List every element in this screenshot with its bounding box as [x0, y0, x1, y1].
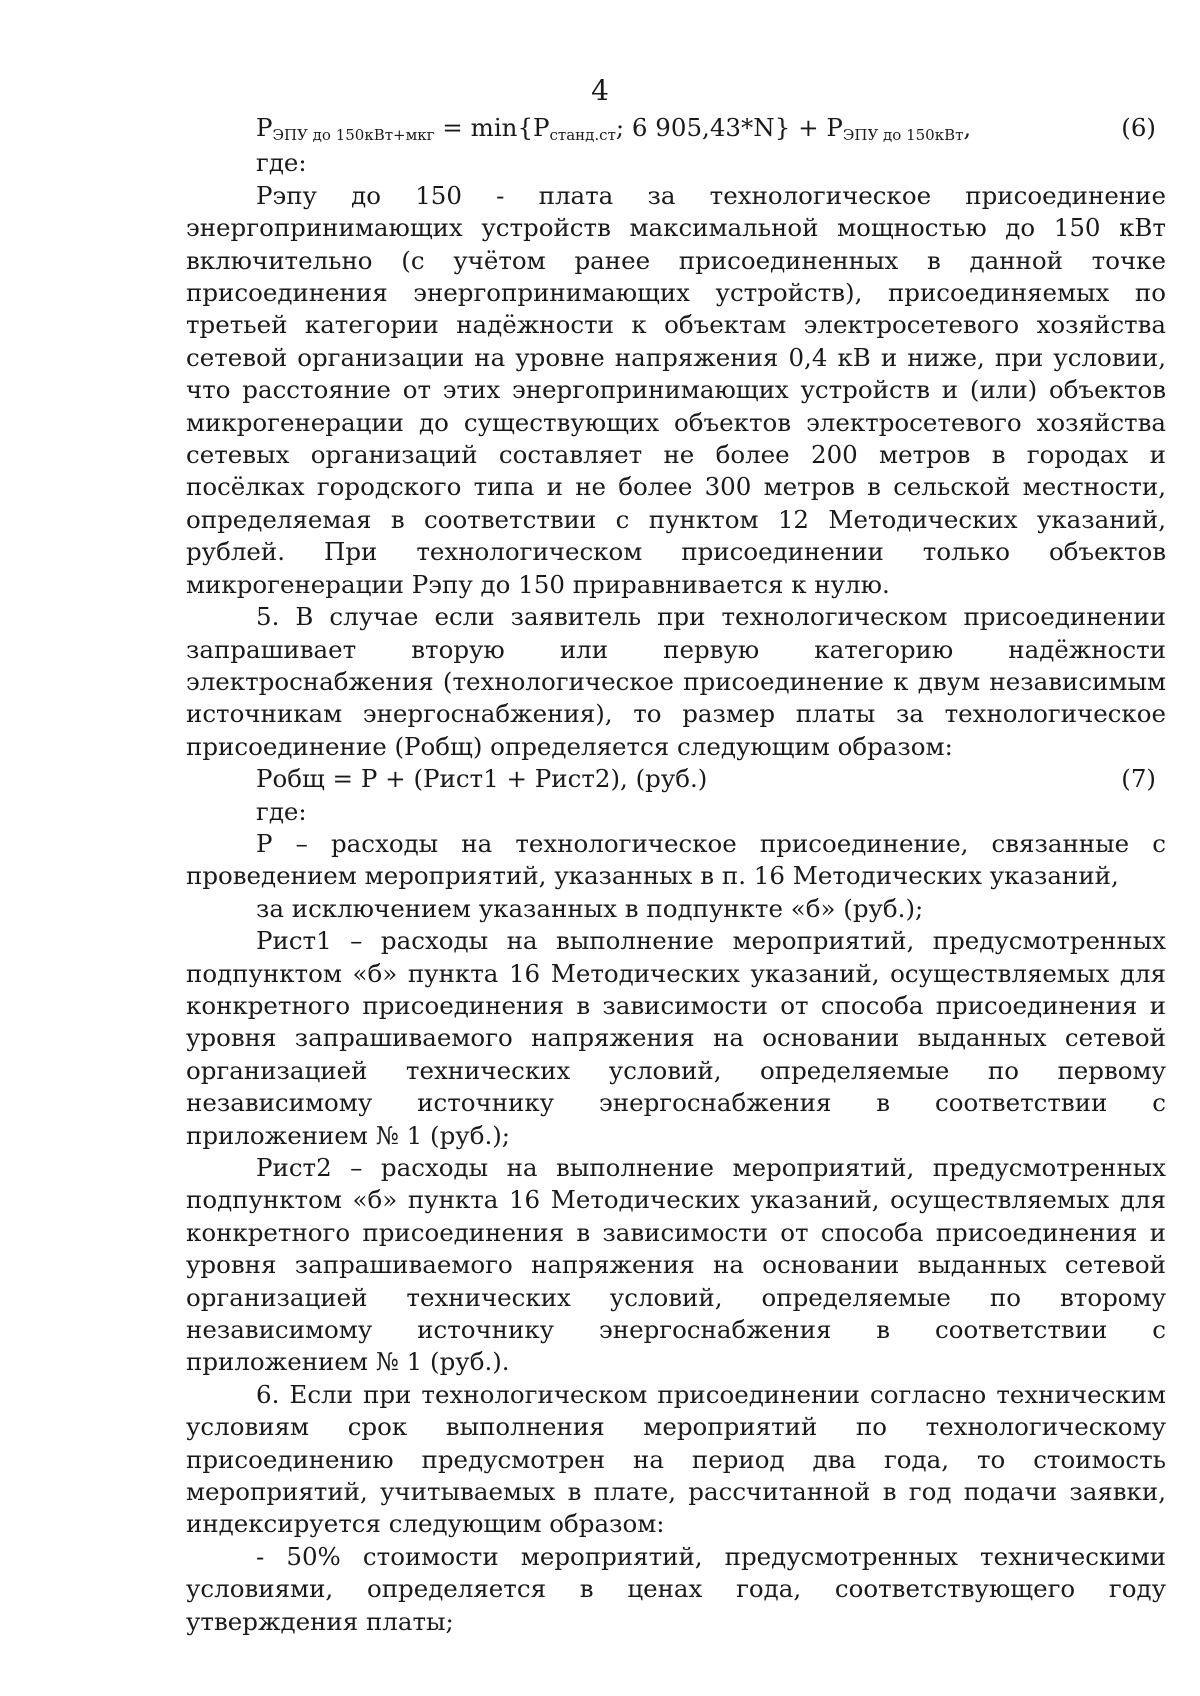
paragraph-50-percent: - 50% стоимости мероприятий, предусмотренных техническими условиями, определяется в ценах года, соответствующего году утверждения платы;	[186, 1541, 1166, 1636]
formula-7	[186, 763, 1166, 795]
paragraph-6: 6. Если при технологическом присоединении согласно техническим условиям срок выполнения мероприятий по технологическому присоединению предусмотрен на период два года, то стоимость мероприятий, учитываемых в плате, рассчитанной в год подачи заявки, индексируется следующим образом:	[186, 1379, 1166, 1539]
formula-6-rest: ; 6 905,43*N} + Р	[615, 113, 843, 142]
paragraph-5: 5. В случае если заявитель при технологическом присоединении запрашивает вторую или первую категорию надёжности электроснабжения (технологическое присоединение к двум независимым источникам энергоснабжения), то размер платы за технологическое присоединение (Робщ) определяется следующим образом:	[186, 602, 1166, 761]
where-label-2: где:	[256, 796, 307, 826]
formula-6-number: (6)	[1121, 113, 1156, 142]
formula-6-lhs: Р	[256, 113, 273, 142]
paragraph-r-definition: Р – расходы на технологическое присоединение, связанные с проведением мероприятий, указанных в п. 16 Методических указаний,	[186, 828, 1166, 891]
formula-7-text: Робщ = Р + (Рист1 + Рист2), (руб.)	[256, 764, 708, 794]
formula-6-tail: ,	[963, 113, 972, 142]
document-body	[186, 112, 1166, 1638]
formula-6-lhs-sub: ЭПУ до 150кВт+мкг	[272, 126, 435, 144]
where-label-1: где:	[256, 148, 307, 178]
page-number: 4	[591, 74, 609, 107]
paragraph-rist2: Рист2 – расходы на выполнение мероприятий, предусмотренных подпунктом «б» пункта 16 Методических указаний, осуществляемых для конкретного присоединения в зависимости от способа присоединения и уровня запрашиваемого напряжения на основании выданных сетевой организацией технических условий, определяемые по второму независимому источнику энергоснабжения в соответствии с приложением № 1 (руб.).	[186, 1153, 1166, 1377]
paragraph-repu-definition: Рэпу до 150 - плата за технологическое присоединение энергопринимающих устройств максимальной мощностью до 150 кВт включительно (с учётом ранее присоединенных в данной точке присоединения энергопринимающих устройств), присоединяемых по третьей категории надёжности к объектам электросетевого хозяйства сетевой организации на уровне напряжения 0,4 кВ и ниже, при условии, что расстояние от этих энергопринимающих устройств и (или) объектов микрогенерации до существующих объектов электросетевого хозяйства сетевых организаций составляет не более 200 метров в городах и посёлках городского типа и не более 300 метров в сельской местности, определяемая в соответствии с пунктом 12 Методических указаний, рублей. При технологическом присоединении только объектов микрогенерации Рэпу до 150 приравнивается к нулю.	[186, 180, 1166, 599]
formula-6-mid-sub: станд.ст	[549, 126, 616, 144]
formula-7-number: (7)	[1121, 764, 1156, 794]
paragraph-rist1: Рист1 – расходы на выполнение мероприятий, предусмотренных подпунктом «б» пункта 16 Методических указаний, осуществляемых для конкретного присоединения в зависимости от способа присоединения и уровня запрашиваемого напряжения на основании выданных сетевой организацией технических условий, определяемые по первому независимому источнику энергоснабжения в соответствии с приложением № 1 (руб.);	[186, 926, 1166, 1150]
formula-6-mid: = min{Р	[434, 113, 550, 142]
formula-6-rhs-sub: ЭПУ до 150кВт	[842, 126, 964, 144]
paragraph-r-exclusion: за исключением указанных в подпункте «б» (руб.);	[256, 893, 924, 923]
formula-6	[186, 112, 1166, 147]
